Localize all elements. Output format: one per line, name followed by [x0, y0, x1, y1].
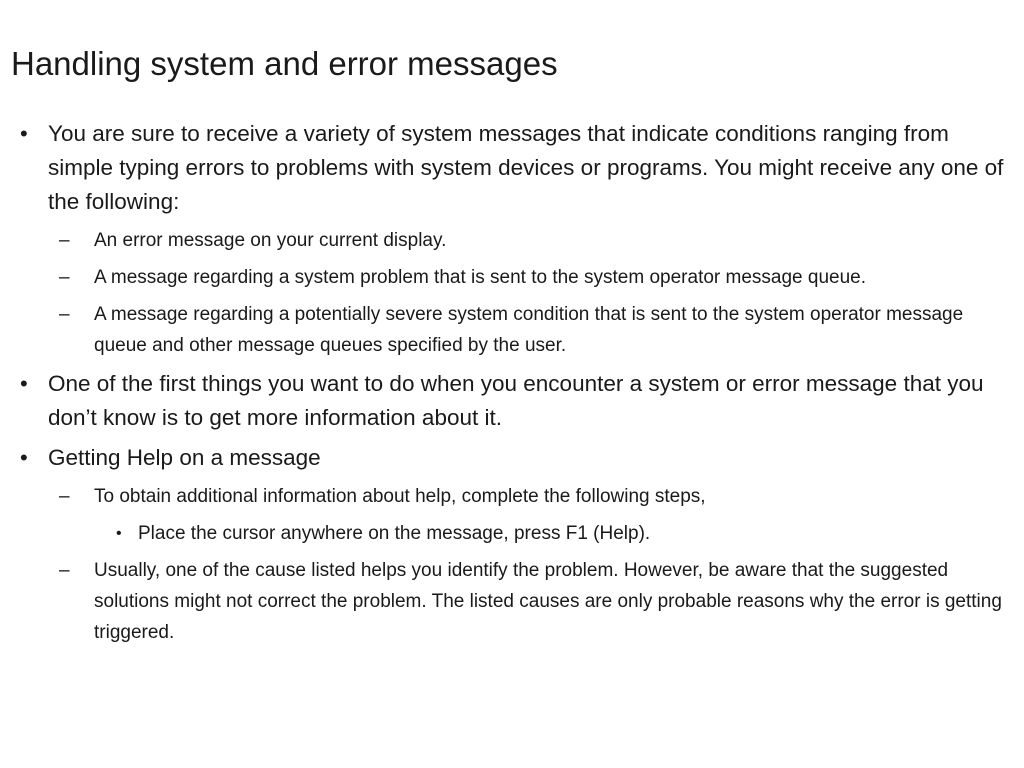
dash-marker: –: [59, 304, 70, 325]
sub-bullet-text: A message regarding a potentially severe system condition that is sent to the system operator message queue and other message queues specified by the user.: [94, 304, 964, 356]
sub-bullet-item: [20, 299, 1010, 361]
sub-bullet-item: [20, 262, 1010, 293]
sub-bullet-item: [20, 481, 1010, 512]
sub-bullet-text: An error message on your current display.: [94, 230, 447, 251]
sub-bullet-text: To obtain additional information about help, complete the following steps,: [94, 486, 706, 507]
dash-marker: –: [59, 267, 70, 288]
bullet-marker: •: [20, 445, 28, 470]
bullet-marker: •: [116, 525, 122, 542]
dash-marker: –: [59, 560, 70, 581]
dash-marker: –: [59, 486, 70, 507]
sub-bullet-item: [20, 225, 1010, 256]
bullet-text: Getting Help on a message: [48, 445, 321, 470]
slide-title: Handling system and error messages: [11, 45, 558, 82]
bullet-text: One of the first things you want to do when you encounter a system or error message that you don’t know is to get more information about it.: [48, 371, 984, 430]
bullet-text: You are sure to receive a variety of system messages that indicate conditions ranging from simple typing errors to problems with system devices or programs. You might receive any one of the following:: [48, 121, 1004, 214]
sub-sub-bullet-item: [20, 518, 1010, 549]
bullet-item: [20, 117, 1010, 219]
sub-bullet-text: A message regarding a system problem that is sent to the system operator message queue.: [94, 267, 867, 288]
sub-sub-bullet-text: Place the cursor anywhere on the message, press F1 (Help).: [138, 523, 651, 544]
bullet-marker: •: [20, 121, 28, 146]
sub-bullet-text: Usually, one of the cause listed helps you identify the problem. However, be aware that the suggested solutions might not correct the problem. The listed causes are only probable reasons why the error is getting triggered.: [94, 560, 1002, 643]
slide-body: [20, 117, 1010, 654]
bullet-marker: •: [20, 371, 28, 396]
sub-bullet-item: [20, 555, 1010, 648]
dash-marker: –: [59, 230, 70, 251]
bullet-item: [20, 367, 1010, 435]
bullet-item: [20, 441, 1010, 475]
